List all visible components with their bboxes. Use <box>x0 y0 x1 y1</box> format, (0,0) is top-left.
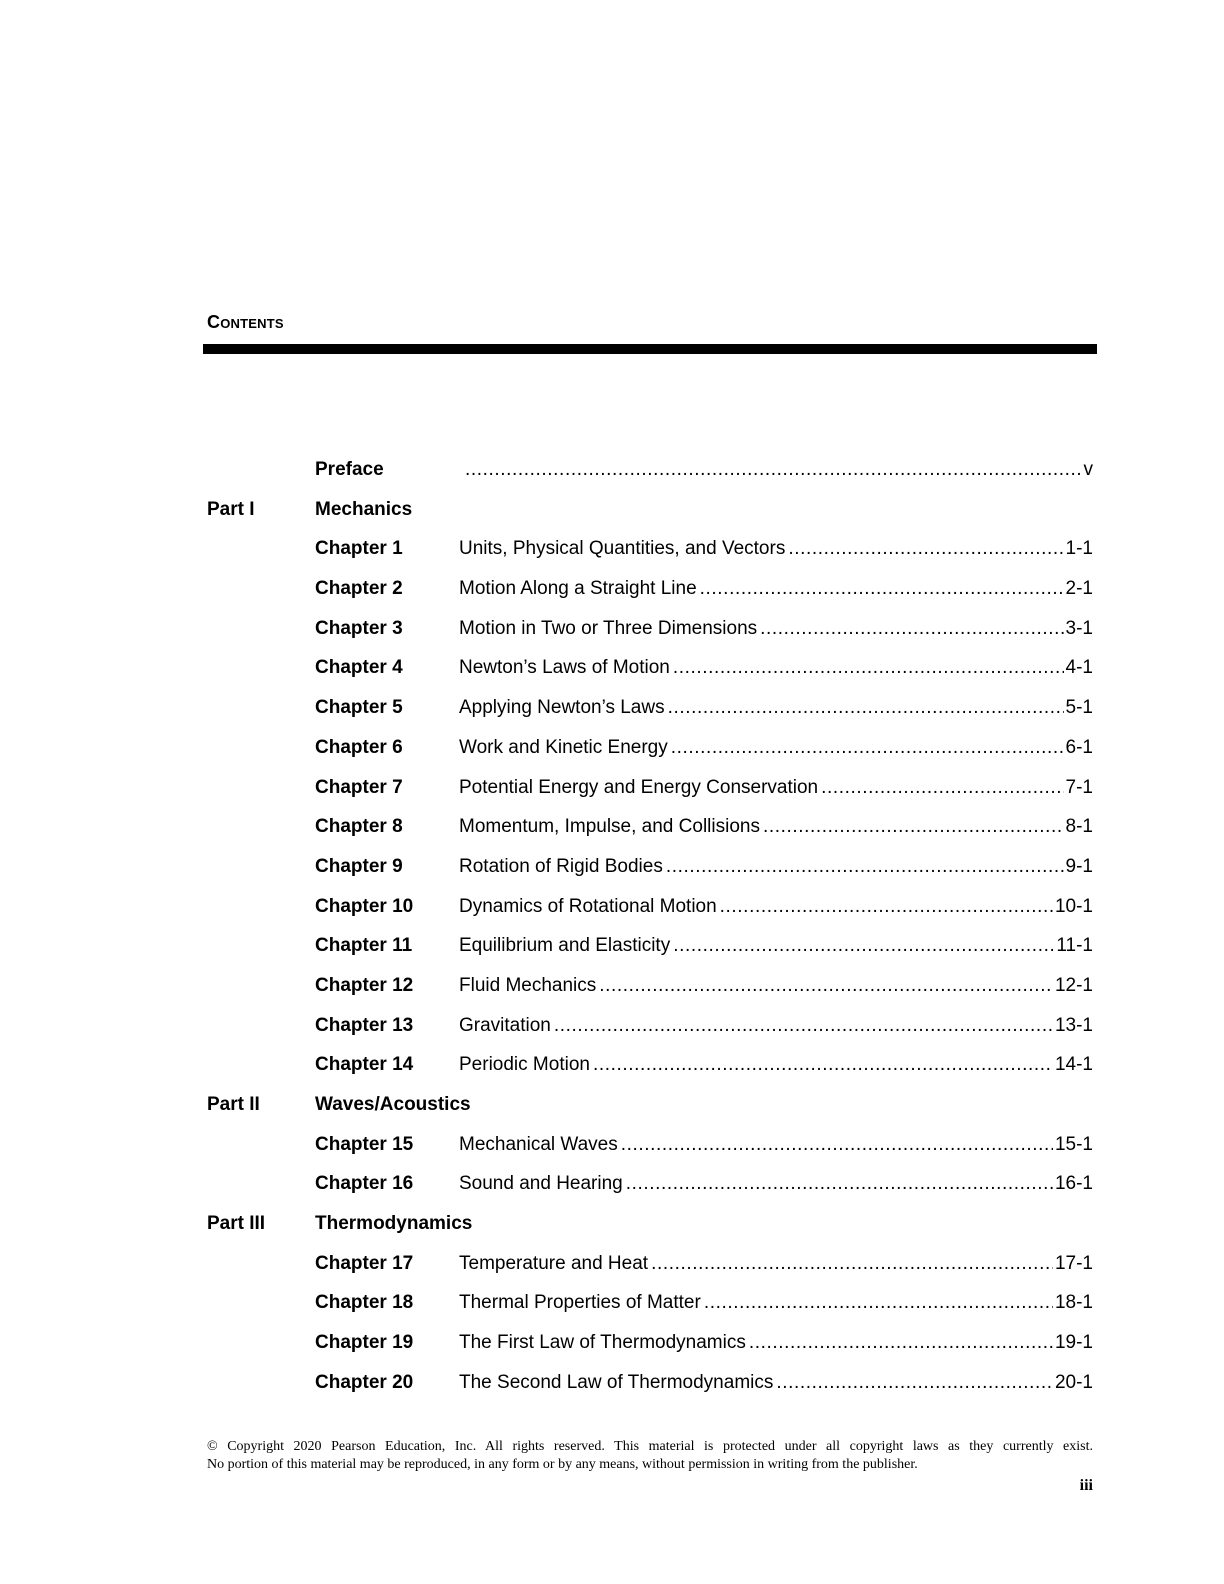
chapter-title: Sound and Hearing <box>459 1173 623 1195</box>
chapter-page: 18-1 <box>1054 1292 1093 1314</box>
table-of-contents <box>0 452 1224 1405</box>
chapter-entry <box>459 928 1093 964</box>
copyright-line: No portion of this material may be reproduced, in any form or by any means, without permission in writing from the publisher. <box>207 1457 918 1472</box>
chapter-label: Chapter 9 <box>315 855 403 877</box>
chapter-entry <box>459 889 1093 925</box>
chapter-entry <box>459 1166 1093 1202</box>
chapter-label: Chapter 2 <box>315 578 403 600</box>
page-title: Contents <box>207 312 284 332</box>
chapter-label: Chapter 19 <box>315 1332 414 1354</box>
chapter-title: Applying Newton’s Laws <box>459 697 665 719</box>
dot-leader <box>776 1365 1053 1401</box>
chapter-title: Mechanical Waves <box>459 1133 618 1155</box>
part-label: Part I <box>207 498 255 520</box>
chapter-entry <box>459 611 1093 647</box>
chapter-page: 3-1 <box>1065 617 1093 639</box>
chapter-label: Chapter 11 <box>315 935 413 957</box>
chapter-entry <box>459 1325 1093 1361</box>
chapter-page: 8-1 <box>1065 816 1093 838</box>
part-title: Mechanics <box>315 498 413 520</box>
chapter-entry <box>459 730 1093 766</box>
page-number: iii <box>1079 1477 1093 1494</box>
chapter-title: Potential Energy and Energy Conservation <box>459 776 819 798</box>
toc-part-row <box>0 1087 1224 1127</box>
chapter-page: 9-1 <box>1065 855 1093 877</box>
chapter-title: Newton’s Laws of Motion <box>459 657 670 679</box>
toc-chapter-row <box>0 1325 1224 1365</box>
chapter-entry <box>459 571 1093 607</box>
toc-chapter-row <box>0 571 1224 611</box>
chapter-label: Chapter 18 <box>315 1292 414 1314</box>
chapter-page: 17-1 <box>1054 1252 1093 1274</box>
toc-chapter-row <box>0 650 1224 690</box>
chapter-label: Chapter 14 <box>315 1054 414 1076</box>
chapter-label: Chapter 3 <box>315 617 403 639</box>
toc-chapter-row <box>0 968 1224 1008</box>
dot-leader <box>671 730 1064 766</box>
chapter-title: The Second Law of Thermodynamics <box>459 1371 774 1393</box>
dot-leader <box>673 650 1064 686</box>
chapter-label: Chapter 10 <box>315 895 414 917</box>
part-label: Part II <box>207 1094 260 1115</box>
dot-leader <box>651 1246 1053 1282</box>
chapter-page: 13-1 <box>1054 1014 1093 1036</box>
toc-chapter-row <box>0 809 1224 849</box>
toc-chapter-row <box>0 1047 1224 1087</box>
toc-chapter-row <box>0 928 1224 968</box>
chapter-page: 20-1 <box>1054 1371 1093 1393</box>
chapter-entry <box>459 690 1093 726</box>
toc-chapter-row <box>0 849 1224 889</box>
header-rule <box>203 344 1097 354</box>
chapter-page: 10-1 <box>1054 895 1093 917</box>
chapter-label: Chapter 16 <box>315 1173 414 1195</box>
dot-leader <box>763 809 1064 845</box>
chapter-entry <box>459 1047 1093 1083</box>
dot-leader <box>760 611 1063 647</box>
chapter-label: Chapter 17 <box>315 1252 414 1274</box>
toc-chapter-row <box>0 730 1224 770</box>
chapter-page: 1-1 <box>1065 538 1093 560</box>
chapter-title: Temperature and Heat <box>459 1252 649 1274</box>
chapter-label: Chapter 13 <box>315 1014 414 1036</box>
chapter-entry <box>459 650 1093 686</box>
chapter-title: Momentum, Impulse, and Collisions <box>459 816 760 838</box>
chapter-title: Gravitation <box>459 1014 551 1036</box>
preface-entry <box>465 452 1093 488</box>
chapter-title: Units, Physical Quantities, and Vectors <box>459 538 786 560</box>
preface-label: Preface <box>315 459 384 480</box>
chapter-title: Work and Kinetic Energy <box>459 736 668 758</box>
chapter-label: Chapter 6 <box>315 736 403 758</box>
chapter-label: Chapter 1 <box>315 538 403 560</box>
chapter-entry <box>459 849 1093 885</box>
dot-leader <box>465 452 1082 488</box>
chapter-title: The First Law of Thermodynamics <box>459 1332 746 1354</box>
chapter-label: Chapter 20 <box>315 1371 414 1393</box>
dot-leader <box>666 849 1064 885</box>
dot-leader <box>626 1166 1053 1202</box>
chapter-page: 7-1 <box>1065 776 1093 798</box>
dot-leader <box>599 968 1053 1004</box>
toc-chapter-row <box>0 770 1224 810</box>
toc-chapter-row <box>0 1008 1224 1048</box>
chapter-entry <box>459 1365 1093 1401</box>
chapter-title: Equilibrium and Elasticity <box>459 935 671 957</box>
chapter-entry <box>459 1127 1093 1163</box>
chapter-label: Chapter 5 <box>315 697 403 719</box>
chapter-page: 6-1 <box>1065 736 1093 758</box>
part-title: Thermodynamics <box>315 1213 473 1235</box>
toc-chapter-row <box>0 1365 1224 1405</box>
chapter-page: 4-1 <box>1065 657 1093 679</box>
dot-leader <box>673 928 1054 964</box>
chapter-page: 14-1 <box>1054 1054 1093 1076</box>
dot-leader <box>749 1325 1053 1361</box>
chapter-title: Thermal Properties of Matter <box>459 1292 701 1314</box>
dot-leader <box>554 1008 1053 1044</box>
chapter-label: Chapter 7 <box>315 776 403 798</box>
dot-leader <box>704 1285 1053 1321</box>
chapter-page: 19-1 <box>1054 1332 1093 1354</box>
toc-part-row <box>0 1206 1224 1246</box>
chapter-title: Motion in Two or Three Dimensions <box>459 617 758 639</box>
chapter-title: Dynamics of Rotational Motion <box>459 895 717 917</box>
toc-chapter-row <box>0 1246 1224 1286</box>
chapter-label: Chapter 4 <box>315 657 403 679</box>
dot-leader <box>593 1047 1053 1083</box>
chapter-entry <box>459 1246 1093 1282</box>
chapter-page: 2-1 <box>1065 578 1093 600</box>
toc-row-preface <box>0 452 1224 492</box>
chapter-entry <box>459 531 1093 567</box>
chapter-entry <box>459 1008 1093 1044</box>
part-title: Waves/Acoustics <box>315 1094 471 1115</box>
dot-leader <box>821 770 1063 806</box>
chapter-label: Chapter 12 <box>315 974 414 996</box>
chapter-page: 11-1 <box>1056 935 1093 957</box>
dot-leader <box>621 1127 1053 1163</box>
chapter-title: Periodic Motion <box>459 1054 590 1076</box>
chapter-entry <box>459 809 1093 845</box>
copyright-line: © Copyright 2020 Pearson Education, Inc. All rights reserved. This material is protected under all copyright laws as they currently exist. <box>207 1439 1093 1454</box>
chapter-label: Chapter 15 <box>315 1133 414 1155</box>
chapter-title: Rotation of Rigid Bodies <box>459 855 663 877</box>
preface-page: v <box>1083 459 1093 480</box>
chapter-page: 12-1 <box>1054 974 1093 996</box>
dot-leader <box>668 690 1064 726</box>
dot-leader <box>720 889 1053 925</box>
part-label: Part III <box>207 1213 266 1235</box>
chapter-title: Motion Along a Straight Line <box>459 578 697 600</box>
copyright-notice <box>207 1438 1093 1474</box>
toc-chapter-row <box>0 889 1224 929</box>
toc-chapter-row <box>0 1285 1224 1325</box>
toc-chapter-row <box>0 690 1224 730</box>
chapter-entry <box>459 968 1093 1004</box>
chapter-entry <box>459 1285 1093 1321</box>
chapter-page: 15-1 <box>1054 1133 1093 1155</box>
toc-chapter-row <box>0 611 1224 651</box>
toc-chapter-row <box>0 531 1224 571</box>
chapter-title: Fluid Mechanics <box>459 974 597 996</box>
dot-leader <box>700 571 1064 607</box>
chapter-entry <box>459 770 1093 806</box>
toc-chapter-row <box>0 1127 1224 1167</box>
chapter-page: 5-1 <box>1065 697 1093 719</box>
chapter-label: Chapter 8 <box>315 816 403 838</box>
chapter-page: 16-1 <box>1054 1173 1093 1195</box>
dot-leader <box>788 531 1063 567</box>
toc-chapter-row <box>0 1166 1224 1206</box>
toc-part-row <box>0 492 1224 532</box>
